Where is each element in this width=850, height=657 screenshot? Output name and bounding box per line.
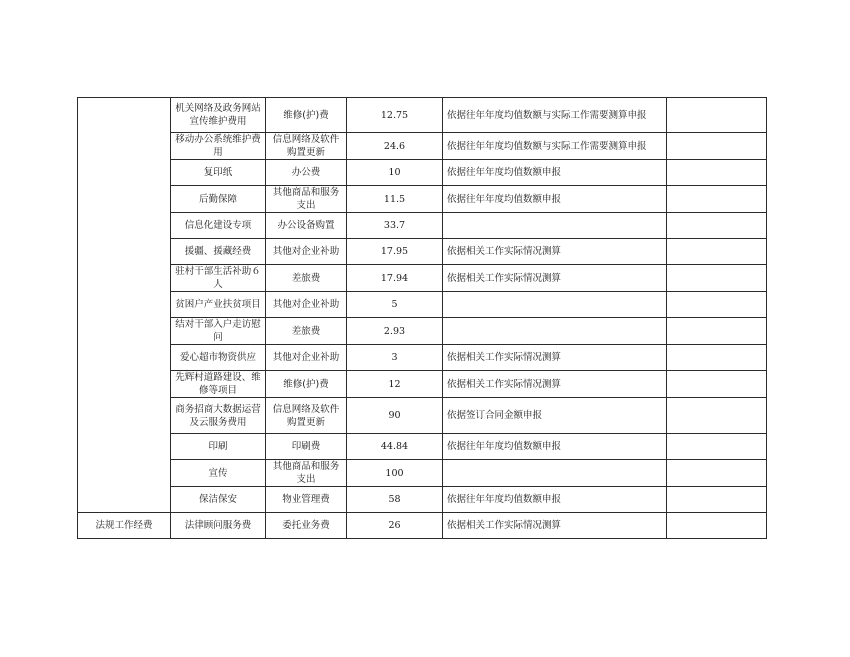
note-cell — [667, 98, 767, 133]
category-cell: 维修(护)费 — [266, 98, 347, 133]
category-cell: 印刷费 — [266, 434, 347, 460]
category-cell: 其他对企业补助 — [266, 345, 347, 371]
amount-cell: 10 — [347, 160, 443, 186]
category-cell: 信息网络及软件购置更新 — [266, 398, 347, 434]
table-row — [78, 186, 767, 213]
item-cell: 法律顾问服务费 — [171, 513, 266, 539]
note-cell — [667, 487, 767, 513]
basis-cell: 依据往年年度均值数额与实际工作需要测算申报 — [443, 133, 667, 160]
category-cell: 其他商品和服务支出 — [266, 186, 347, 213]
item-cell: 先辉村道路建设、维修等项目 — [171, 371, 266, 398]
item-cell: 驻村干部生活补助６人 — [171, 265, 266, 292]
basis-cell — [443, 318, 667, 345]
basis-cell: 依据往年年度均值数额申报 — [443, 434, 667, 460]
item-cell: 信息化建设专项 — [171, 213, 266, 239]
table-row — [78, 133, 767, 160]
basis-cell: 依据相关工作实际情况测算 — [443, 345, 667, 371]
amount-cell: 12.75 — [347, 98, 443, 133]
basis-cell — [443, 213, 667, 239]
item-cell: 贫困户产业扶贫项目 — [171, 292, 266, 318]
note-cell — [667, 213, 767, 239]
amount-cell: 24.6 — [347, 133, 443, 160]
group-cell-top — [78, 98, 171, 513]
note-cell — [667, 265, 767, 292]
category-cell: 办公费 — [266, 160, 347, 186]
budget-table — [77, 97, 767, 539]
table-row — [78, 513, 767, 539]
table-row — [78, 371, 767, 398]
note-cell — [667, 292, 767, 318]
basis-cell — [443, 460, 667, 487]
category-cell: 其他商品和服务支出 — [266, 460, 347, 487]
table-row — [78, 434, 767, 460]
item-cell: 印刷 — [171, 434, 266, 460]
amount-cell: 100 — [347, 460, 443, 487]
table-row — [78, 487, 767, 513]
item-cell: 爱心超市物资供应 — [171, 345, 266, 371]
note-cell — [667, 460, 767, 487]
basis-cell: 依据签订合同金额申报 — [443, 398, 667, 434]
note-cell — [667, 239, 767, 265]
amount-cell: 5 — [347, 292, 443, 318]
amount-cell: 26 — [347, 513, 443, 539]
basis-cell — [443, 292, 667, 318]
table-row — [78, 460, 767, 487]
category-cell: 委托业务费 — [266, 513, 347, 539]
amount-cell: 33.7 — [347, 213, 443, 239]
item-cell: 后勤保障 — [171, 186, 266, 213]
table-row — [78, 318, 767, 345]
table-row — [78, 398, 767, 434]
category-cell: 办公设备购置 — [266, 213, 347, 239]
amount-cell: 58 — [347, 487, 443, 513]
note-cell — [667, 133, 767, 160]
table-row — [78, 160, 767, 186]
basis-cell: 依据往年年度均值数额申报 — [443, 487, 667, 513]
basis-cell: 依据相关工作实际情况测算 — [443, 265, 667, 292]
category-cell: 其他对企业补助 — [266, 239, 347, 265]
category-cell: 维修(护)费 — [266, 371, 347, 398]
note-cell — [667, 434, 767, 460]
table-row — [78, 345, 767, 371]
amount-cell: 44.84 — [347, 434, 443, 460]
note-cell — [667, 345, 767, 371]
table-row — [78, 265, 767, 292]
note-cell — [667, 318, 767, 345]
basis-cell: 依据相关工作实际情况测算 — [443, 513, 667, 539]
basis-cell: 依据往年年度均值数额与实际工作需要测算申报 — [443, 98, 667, 133]
table-row — [78, 98, 767, 133]
table-row — [78, 213, 767, 239]
note-cell — [667, 398, 767, 434]
category-cell: 信息网络及软件购置更新 — [266, 133, 347, 160]
category-cell: 差旅费 — [266, 265, 347, 292]
category-cell: 其他对企业补助 — [266, 292, 347, 318]
amount-cell: 11.5 — [347, 186, 443, 213]
category-cell: 差旅费 — [266, 318, 347, 345]
table-row — [78, 239, 767, 265]
item-cell: 结对干部入户走访慰问 — [171, 318, 266, 345]
amount-cell: 12 — [347, 371, 443, 398]
amount-cell: 17.94 — [347, 265, 443, 292]
item-cell: 援疆、援藏经费 — [171, 239, 266, 265]
amount-cell: 17.95 — [347, 239, 443, 265]
table-row — [78, 292, 767, 318]
amount-cell: 2.93 — [347, 318, 443, 345]
item-cell: 复印纸 — [171, 160, 266, 186]
item-cell: 保洁保安 — [171, 487, 266, 513]
basis-cell: 依据相关工作实际情况测算 — [443, 239, 667, 265]
item-cell: 商务招商大数据运营及云服务费用 — [171, 398, 266, 434]
note-cell — [667, 160, 767, 186]
note-cell — [667, 513, 767, 539]
note-cell — [667, 371, 767, 398]
basis-cell: 依据往年年度均值数额申报 — [443, 160, 667, 186]
basis-cell: 依据相关工作实际情况测算 — [443, 371, 667, 398]
basis-cell: 依据往年年度均值数额申报 — [443, 186, 667, 213]
item-cell: 机关网络及政务网站宣传维护费用 — [171, 98, 266, 133]
item-cell: 移动办公系统维护费用 — [171, 133, 266, 160]
group-cell-regulation: 法规工作经费 — [78, 513, 171, 539]
note-cell — [667, 186, 767, 213]
category-cell: 物业管理费 — [266, 487, 347, 513]
item-cell: 宣传 — [171, 460, 266, 487]
amount-cell: 90 — [347, 398, 443, 434]
amount-cell: 3 — [347, 345, 443, 371]
